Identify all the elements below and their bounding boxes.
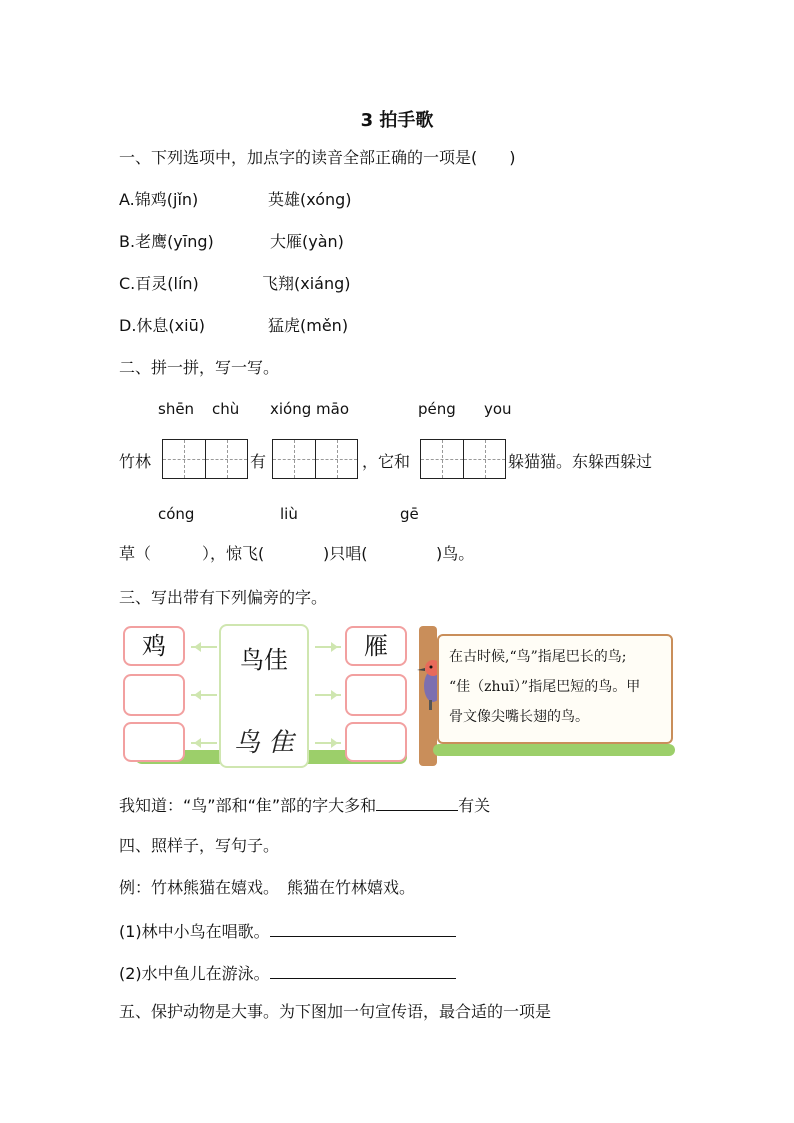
q3-know-post: 有关: [458, 796, 491, 815]
q4-item-2-text: (2)水中鱼儿在游泳。: [119, 964, 270, 983]
q3-know-pre: 我知道：“鸟”部和“隹”部的字大多和: [119, 796, 377, 815]
q2-text-duomaomao: 躲猫猫。东躲西躲过: [508, 452, 653, 471]
q1-option-a-2: 英雄(xóng): [268, 190, 352, 209]
q2-text-tahe: ，它和: [362, 452, 411, 471]
q1-option-b-2: 大雁(yàn): [270, 232, 344, 251]
ancient-glyphs: 鸟 隹: [233, 728, 295, 758]
arrow-right-icon: [315, 646, 341, 648]
arrow-left-icon: [191, 694, 217, 696]
q1-option-c-2: 飞翔(xiáng): [262, 274, 351, 293]
left-answer-box-1[interactable]: [123, 626, 185, 666]
page-title: 3 拍手歌: [360, 110, 434, 131]
writing-grid-pengyou[interactable]: [420, 439, 506, 479]
q4-item-1-blank[interactable]: [270, 920, 456, 937]
pinyin-peng: péng: [418, 400, 456, 418]
q4-item-1: [119, 920, 456, 942]
left-answer-box-3[interactable]: [123, 722, 185, 762]
q3-prompt: 三、写出带有下列偏旁的字。: [119, 588, 328, 607]
q1-option-a-1: A.锦鸡(jǐn): [119, 190, 199, 209]
q2-text-jingfei: ），惊飞(: [202, 544, 265, 563]
q4-example: 例：竹林熊猫在嬉戏。 熊猫在竹林嬉戏。: [119, 878, 416, 897]
grid-cell[interactable]: [315, 440, 357, 478]
writing-grid-xiongmao[interactable]: [272, 439, 358, 479]
q1-prompt: 一、下列选项中，加点字的读音全部正确的一项是( ): [119, 148, 516, 167]
q2-text-you: 有: [250, 452, 267, 471]
q4-prompt: 四、照样子，写句子。: [119, 836, 280, 855]
right-example-char: 雁: [364, 632, 388, 660]
grid-cell[interactable]: [273, 440, 315, 478]
pinyin-shen: shēn: [158, 400, 195, 418]
q2-text-niao: )鸟。: [436, 544, 475, 563]
q2-text-zhichang: )只唱(: [323, 544, 368, 563]
left-answer-box-2[interactable]: [123, 674, 185, 716]
grid-cell[interactable]: [205, 440, 247, 478]
q1-option-d-1: D.休息(xiū): [119, 316, 205, 335]
arrow-left-icon: [191, 646, 217, 648]
radical-center-panel: [219, 624, 309, 768]
grid-cell[interactable]: [421, 440, 463, 478]
q4-item-2-blank[interactable]: [270, 962, 456, 979]
grass-strip-right: [433, 744, 675, 756]
q2-prompt: 二、拼一拼，写一写。: [119, 358, 280, 377]
center-radicals: 鸟佳: [240, 646, 288, 674]
q1-option-b-1: B.老鹰(yīng): [119, 232, 214, 251]
pinyin-chu: chù: [212, 400, 240, 418]
writing-grid-shenchu[interactable]: [162, 439, 248, 479]
grid-cell[interactable]: [463, 440, 505, 478]
q4-item-2: [119, 962, 456, 984]
q3-know-line: [119, 794, 490, 816]
right-answer-box-2[interactable]: [345, 674, 407, 716]
q1-option-c-1: C.百灵(lín): [119, 274, 199, 293]
arrow-left-icon: [191, 742, 217, 744]
q5-prompt: 五、保护动物是大事。为下图加一句宣传语，最合适的一项是: [119, 1002, 552, 1021]
right-answer-box-3[interactable]: [345, 722, 407, 762]
pinyin-xiongmao: xióng māo: [270, 400, 349, 418]
q2-text-zhulin: 竹林: [119, 452, 152, 471]
pinyin-cong: cóng: [158, 505, 195, 523]
q4-item-1-text: (1)林中小鸟在唱歌。: [119, 922, 270, 941]
right-answer-box-1[interactable]: [345, 626, 407, 666]
note-board: [437, 634, 673, 744]
radical-figure: [119, 622, 675, 774]
q2-text-cao: 草（: [119, 544, 152, 563]
left-example-char: 鸡: [142, 632, 166, 660]
grid-cell[interactable]: [163, 440, 205, 478]
q1-option-d-2: 猛虎(měn): [268, 316, 349, 335]
arrow-right-icon: [315, 742, 341, 744]
note-line-3: 骨文像尖嘴长翅的鸟。: [449, 709, 589, 725]
note-line-2: “佳（zhuī）”指尾巴短的鸟。甲: [449, 679, 641, 695]
pinyin-liu: liù: [280, 505, 298, 523]
q3-know-blank[interactable]: [376, 794, 458, 811]
note-line-1: 在古时候,“鸟”指尾巴长的鸟;: [449, 649, 627, 665]
arrow-right-icon: [315, 694, 341, 696]
pinyin-you: you: [484, 400, 512, 418]
pinyin-ge: gē: [400, 505, 419, 523]
